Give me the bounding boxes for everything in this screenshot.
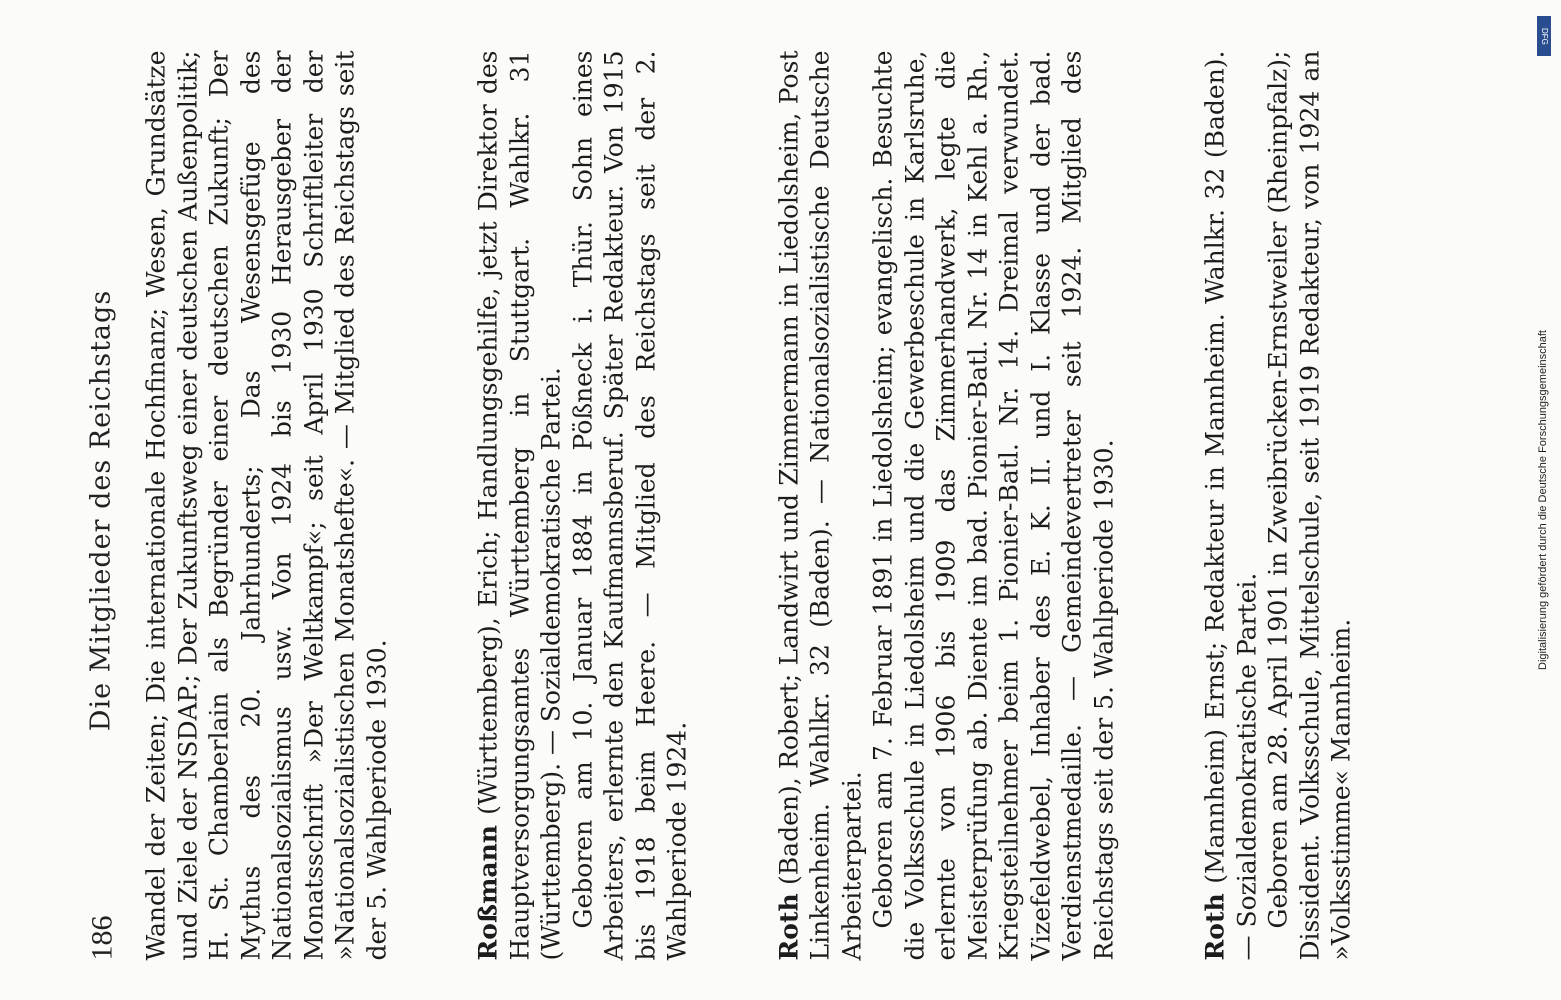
member-biography: Geboren am 28. April 1901 in Zweibrücken-Ernstweiler (Rheinpfalz); Dissident. Volksschule, Mittelschule, seit 1919 Redakteur, von 1924 an »Volksstimme« Mannheim. [1263, 50, 1355, 960]
member-intro [472, 50, 567, 960]
continuation-paragraph [140, 50, 392, 960]
member-intro [1199, 50, 1262, 960]
page-number: 186 [85, 915, 118, 960]
member-name: Roth [773, 892, 803, 960]
continuation-text: Wandel der Zeiten; Die internationale Hochfinanz; Wesen, Grundsätze und Ziele der NSDAP.; Der Zukunftsweg einer deutschen Außenpolitik; H. St. Chamberlain als Begründer einer deutschen Zukunft; Der Mythus des 20. Jahrhunderts; Das Wesensgefüge des Nationalsozialismus usw. Von 1924 bis 1930 Herausgeber der Monatsschrift »Der Weltkampf«; seit April 1930 Schriftleiter der »Nationalsozialistischen Monatshefte«. — Mitglied des Reichstags seit der 5. Wahlperiode 1930. [141, 50, 391, 960]
funding-credit [1533, 10, 1553, 990]
member-entry [472, 50, 693, 960]
member-entry [773, 50, 1120, 960]
member-intro-text: (Mannheim) Ernst; Redakteur in Mannheim. Wahlkr. 32 (Baden). — Sozialdemokratische Partei. [1200, 50, 1261, 960]
running-title: Die Mitglieder des Reichstags [85, 289, 116, 731]
page-header [85, 60, 125, 960]
member-intro [773, 50, 868, 960]
member-name: Roßmann [473, 824, 502, 960]
funding-credit-text: Digitalisierung gefördert durch die Deutsche Forschungsgemeinschaft [1537, 330, 1549, 670]
member-biography: Geboren am 10. Januar 1884 in Pößneck i. Thür. Sohn eines Arbeiters, erlernte den Kaufmannsberuf. Später Redakteur. Von 1915 bis 1918 beim Heere. — Mitglied des Reichstags seit der 2. Wahlperiode 1924. [567, 50, 691, 960]
member-biography: Geboren am 7. Februar 1891 in Liedolsheim; evangelisch. Besuchte die Volksschule in Liedolsheim und die Gewerbeschule in Karlsruhe, erlernte von 1906 bis 1909 das Zimmerhandwerk, legte die Meisterprüfung ab. Diente im bad. Pionier-Batl. Nr. 14 in Kehl a. Rh., Kriegsteilnehmer beim 1. Pionier-Batl. Nr. 14. Dreimal verwundet. Vizefeldwebel, Inhaber des E. K. II. und I. Klasse und der bad. Verdienstmedaille. — Gemeindevertreter seit 1924. Mitglied des Reichstags seit der 5. Wahlperiode 1930. [868, 50, 1118, 960]
member-entry [1199, 50, 1357, 960]
member-intro-text: (Württemberg), Erich; Handlungsgehilfe, jetzt Direktor des Hauptversorgungsamtes Württemberg in Stuttgart. Wahlkr. 31 (Württemberg). — Sozialdemokratische Partei. [473, 50, 565, 960]
dfg-logo: DFG [1537, 16, 1551, 56]
page-body [140, 50, 1357, 960]
member-name: Roth [1200, 892, 1229, 960]
member-intro-text: (Baden), Robert; Landwirt und Zimmermann in Liedolsheim, Post Linkenheim. Wahlkr. 32 (Baden). — Nationalsozialistische Deutsche Arbeiterpartei. [773, 50, 866, 960]
